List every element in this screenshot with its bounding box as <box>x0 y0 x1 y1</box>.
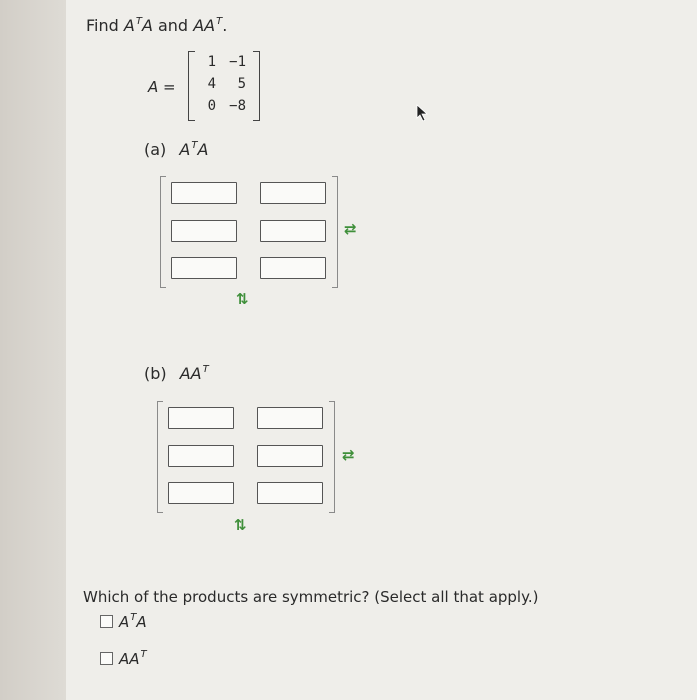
background-edge <box>0 0 66 700</box>
matrix-input-cell[interactable] <box>171 257 237 279</box>
part-label-text: (a) <box>144 140 167 159</box>
option-transpose: T <box>140 649 147 660</box>
matrix-a-cell: 0 <box>207 98 216 114</box>
prompt-matrix: A <box>141 16 153 35</box>
matrix-input-cell[interactable] <box>260 257 326 279</box>
part-matrix: A <box>179 140 191 159</box>
part-label-text: (b) <box>144 364 167 383</box>
bracket-right <box>329 401 335 513</box>
row-resize-arrows-icon[interactable]: ⇅ <box>234 516 247 534</box>
matrix-a-label: A = <box>148 78 176 96</box>
part-a-label <box>144 140 208 159</box>
matrix-a-cell: 5 <box>237 76 246 92</box>
bracket-left <box>157 401 163 513</box>
matrix-input-cell[interactable] <box>260 220 326 242</box>
answer-matrix-a <box>160 176 338 286</box>
option-label <box>119 649 147 668</box>
matrix-a-cell: −1 <box>229 54 246 70</box>
matrix-input-cell[interactable] <box>171 220 237 242</box>
checkbox[interactable] <box>100 615 113 628</box>
prompt-transpose: T <box>216 16 223 27</box>
matrix-a <box>188 51 260 119</box>
bracket-right <box>253 51 260 121</box>
matrix-input-cell[interactable] <box>257 407 323 429</box>
prompt-text: . <box>222 16 228 35</box>
option-matrix: A <box>136 613 147 631</box>
option-matrix: AA <box>119 650 140 668</box>
matrix-input-cell[interactable] <box>260 182 326 204</box>
part-matrix: A <box>197 140 209 159</box>
option-aat[interactable] <box>100 649 147 668</box>
prompt-transpose: T <box>135 16 142 27</box>
matrix-input-cell[interactable] <box>257 482 323 504</box>
column-resize-arrows-icon[interactable]: ⇄ <box>342 446 355 464</box>
matrix-input-cell[interactable] <box>257 445 323 467</box>
part-b-label <box>144 364 209 383</box>
matrix-input-cell[interactable] <box>168 482 234 504</box>
option-transpose: T <box>130 612 137 623</box>
matrix-input-cell[interactable] <box>168 407 234 429</box>
prompt-text: and <box>157 16 189 35</box>
option-label <box>119 612 147 631</box>
symmetric-question: Which of the products are symmetric? (Select all that apply.) <box>83 588 539 606</box>
part-transpose: T <box>191 140 198 151</box>
part-transpose: T <box>202 364 209 375</box>
matrix-a-cell: −8 <box>229 98 246 114</box>
prompt-matrix: AA <box>193 16 216 35</box>
bracket-right <box>332 176 338 288</box>
checkbox[interactable] <box>100 652 113 665</box>
mouse-cursor-icon <box>416 104 430 122</box>
matrix-a-cell: 1 <box>207 54 216 70</box>
row-resize-arrows-icon[interactable]: ⇅ <box>236 290 249 308</box>
matrix-input-cell[interactable] <box>171 182 237 204</box>
matrix-input-cell[interactable] <box>168 445 234 467</box>
answer-matrix-b <box>157 401 335 511</box>
option-ata[interactable] <box>100 612 147 631</box>
prompt-matrix: A <box>123 16 135 35</box>
prompt-text: Find <box>86 16 119 35</box>
part-matrix: AA <box>179 364 202 383</box>
problem-prompt <box>86 16 227 35</box>
matrix-a-cell: 4 <box>207 76 216 92</box>
column-resize-arrows-icon[interactable]: ⇄ <box>344 220 357 238</box>
bracket-left <box>160 176 166 288</box>
option-matrix: A <box>119 613 130 631</box>
